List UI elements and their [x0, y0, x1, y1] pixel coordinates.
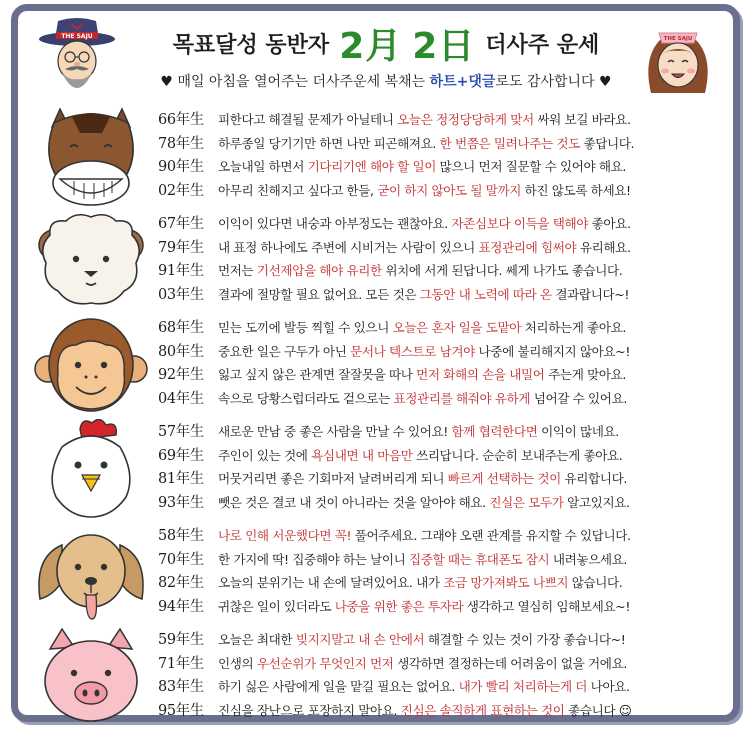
text-segment: 하루종일 당기기만 하면 나만 피곤해져요.: [218, 135, 440, 151]
text-segment: 위치에 서게 된답니다. 쎄게 나가도 좋습니다.: [381, 263, 623, 279]
text-segment: 하기 싫은 사람에게 일을 맡길 필요는 없어요.: [218, 679, 459, 695]
text-segment: 믿는 도끼에 발등 찍힐 수 있으니: [218, 320, 393, 336]
fortune-text: [218, 468, 627, 487]
fortune-text: [218, 676, 630, 695]
highlighted-phrase: 표정관리에 힘써야: [478, 239, 577, 255]
fortune-group: [18, 519, 733, 623]
mascot-hat-text: THE SAJU: [61, 33, 93, 40]
text-segment: 하진 않도록 하세요!: [521, 182, 631, 198]
rooster-icon: [32, 419, 150, 519]
header: [18, 11, 733, 101]
birth-year-label: 80年生: [158, 343, 204, 360]
birth-year-label: 04年生: [158, 390, 204, 407]
monkey-icon: [32, 315, 150, 415]
fortune-text: [218, 525, 631, 544]
text-segment: 유리해요.: [576, 239, 631, 255]
fortune-line: [158, 419, 727, 443]
text-segment: 오늘의 분위기는 내 손에 달려있어요. 내가: [218, 575, 444, 591]
highlighted-phrase: 나로 인해 서운했다면 꼭!: [218, 528, 352, 544]
birth-year-label: 58年生: [158, 528, 204, 545]
title-month: 2月: [339, 25, 403, 67]
fortune-text: [218, 596, 630, 615]
birth-year-label: 95年生: [158, 702, 204, 719]
subtitle-accent: 하트+댓글: [429, 74, 496, 90]
fortune-text: [218, 341, 630, 360]
fortune-text: [218, 629, 625, 648]
fortune-line: [158, 315, 727, 339]
girl-mascot-icon: [639, 19, 717, 99]
subtitle-after: 로도 감사합니다: [495, 74, 595, 90]
text-segment: 이익이 많네요.: [537, 424, 619, 440]
fortune-text: [218, 572, 622, 591]
text-segment: 뺏은 것은 결코 내 것이 아니라는 것을 알아야 해요.: [218, 494, 490, 510]
fortune-line: [158, 258, 727, 282]
birth-year-label: 82年生: [158, 575, 204, 592]
fortune-text: [218, 237, 631, 256]
birth-year-label: 93年生: [158, 494, 204, 511]
highlighted-phrase: 자존심보다 이득을 택해야: [451, 216, 589, 232]
text-segment: 넘어갈 수 있어요.: [530, 390, 627, 406]
fortune-lines: [158, 523, 727, 617]
text-segment: 해결할 수 있는 것이 가장 좋습니다~!: [424, 632, 626, 648]
fortune-text: [218, 445, 622, 464]
fortune-line: [158, 547, 727, 571]
highlighted-phrase: 조금 망가져봐도 나쁘지: [443, 575, 569, 591]
highlighted-phrase: 그동안 내 노력에 따라 온: [419, 286, 552, 302]
text-segment: 인생의: [218, 655, 257, 671]
birth-year-label: 03年生: [158, 286, 204, 303]
text-segment: 나아요.: [587, 679, 630, 695]
text-segment: 싸워 보길 바라요.: [533, 112, 631, 128]
text-segment: 주는게 맞아요.: [544, 367, 626, 383]
fortune-text: [218, 492, 630, 511]
text-segment: 잃고 싶지 않은 관계면 잘잘못을 따나: [218, 367, 417, 383]
text-segment: 한 가지에 딱! 집중해야 하는 날이니: [218, 551, 409, 567]
fortune-line: [158, 362, 727, 386]
text-segment: 결과에 절망할 필요 없어요. 모든 것은: [218, 286, 420, 302]
highlighted-phrase: 진심은 솔직하게 표현하는 것이: [400, 702, 565, 718]
subtitle-before: 매일 아침을 열어주는 더사주운세 복채는: [177, 74, 426, 90]
fortune-card: [11, 4, 740, 722]
highlighted-phrase: 굳이 하지 않아도 될 말까지: [377, 182, 522, 198]
fortune-line: [158, 674, 727, 698]
fortune-line: [158, 698, 727, 722]
highlighted-phrase: 한 번쯤은 밀려나주는 것도: [439, 135, 580, 151]
fortune-line: [158, 282, 727, 306]
text-segment: 알고있지요.: [563, 494, 630, 510]
highlighted-phrase: 진실은 모두가: [489, 494, 564, 510]
text-segment: 내려놓으세요.: [549, 551, 628, 567]
fortune-group: [18, 415, 733, 519]
birth-year-label: 90年生: [158, 159, 204, 176]
subtitle: [136, 71, 636, 91]
highlighted-phrase: 기선제압을 해야 유리한: [256, 263, 382, 279]
highlighted-phrase: 표정관리를 해줘야 유하게: [393, 390, 531, 406]
text-segment: 머뭇거리면 좋은 기회마저 날려버리게 되니: [218, 471, 448, 487]
fortune-line: [158, 570, 727, 594]
highlighted-phrase: 기다리기엔 해야 할 일이: [307, 159, 437, 175]
fortune-text: [218, 133, 634, 152]
birth-year-label: 78年生: [158, 135, 204, 152]
fortune-line: [158, 211, 727, 235]
highlighted-phrase: 빚지지말고 내 손 안에서: [295, 632, 425, 648]
heart-icon: ♥: [160, 74, 173, 90]
fortune-lines: [158, 107, 727, 201]
text-segment: 좋아요.: [588, 216, 631, 232]
text-segment: 좋답니다.: [579, 135, 635, 151]
birth-year-label: 66年生: [158, 112, 204, 129]
highlighted-phrase: 내가 빨리 처리하는게 더: [458, 679, 588, 695]
text-segment: 새로운 만남 중 좋은 사람을 만날 수 있어요!: [218, 424, 452, 440]
title-prefix: 목표달성 동반자: [172, 32, 330, 58]
fortune-line: [158, 627, 727, 651]
text-segment: 처리하는게 좋아요.: [521, 320, 626, 336]
fortune-lines: [158, 315, 727, 409]
pig-icon: [32, 627, 150, 727]
text-segment: 결과랍니다~!: [551, 286, 630, 302]
birth-year-label: 68年生: [158, 320, 204, 337]
fortune-line: [158, 235, 727, 259]
highlighted-phrase: 빠르게 선택하는 것이: [447, 471, 561, 487]
text-segment: 좋습니다 ☺: [564, 702, 632, 718]
highlighted-phrase: 함께 협력한다면: [451, 424, 538, 440]
text-segment: 쓰리답니다. 순순히 보내주는게 좋아요.: [412, 447, 623, 463]
highlighted-phrase: 오늘은 혼자 일을 도맡아: [392, 320, 522, 336]
fortune-line: [158, 386, 727, 410]
text-segment: 유리합니다.: [560, 471, 627, 487]
birth-year-label: 71年生: [158, 655, 204, 672]
birth-year-label: 67年生: [158, 216, 204, 233]
fortune-text: [218, 213, 631, 232]
text-segment: 많으니 먼저 질문할 수 있어야 해요.: [436, 159, 626, 175]
birth-year-label: 02年生: [158, 182, 204, 199]
fortune-group: [18, 623, 733, 727]
fortune-group: [18, 207, 733, 311]
birth-year-label: 92年生: [158, 367, 204, 384]
fortune-line: [158, 490, 727, 514]
fortune-text: [218, 549, 627, 568]
title-row: [136, 21, 636, 65]
fortune-line: [158, 443, 727, 467]
fortune-text: [218, 421, 619, 440]
highlighted-phrase: 먼저 화해의 손을 내밀어: [416, 367, 545, 383]
fortune-lines: [158, 211, 727, 305]
fortune-text: [218, 317, 626, 336]
fortune-text: [218, 260, 622, 279]
birth-year-label: 91年生: [158, 263, 204, 280]
highlighted-phrase: 문서나 텍스트로 남겨야: [350, 343, 475, 359]
fortune-line: [158, 466, 727, 490]
fortune-text: [218, 388, 627, 407]
fortune-line: [158, 154, 727, 178]
horse-icon: [32, 107, 150, 207]
text-segment: 오늘은 최대한: [218, 632, 296, 648]
birth-year-label: 81年生: [158, 471, 204, 488]
fortune-group: [18, 103, 733, 207]
sheep-icon: [32, 211, 150, 311]
fortune-text: [218, 653, 627, 672]
fortune-group: [18, 311, 733, 415]
text-segment: 아무리 친해지고 싶다고 한들,: [218, 182, 378, 198]
fortune-lines: [158, 627, 727, 721]
text-segment: 주인이 있는 것에: [218, 447, 312, 463]
fortune-text: [218, 284, 629, 303]
birth-year-label: 69年生: [158, 447, 204, 464]
text-segment: 이익이 있다면 내숭과 아부정도는 괜찮아요.: [218, 216, 452, 232]
fortune-teller-mascot-icon: [36, 17, 118, 103]
fortune-text: [218, 364, 626, 383]
text-segment: 풀어주세요. 그래야 오랜 관계를 유지할 수 있답니다.: [351, 528, 631, 544]
fortune-line: [158, 651, 727, 675]
text-segment: 먼저는: [218, 263, 257, 279]
birth-year-label: 57年生: [158, 424, 204, 441]
text-segment: 나중에 불리해지지 않아요~!: [474, 343, 630, 359]
highlighted-phrase: 나중을 위한 좋은 투자라: [334, 598, 464, 614]
fortune-lines: [158, 419, 727, 513]
highlighted-phrase: 우선순위가 무엇인지 먼저: [256, 655, 394, 671]
fortune-line: [158, 178, 727, 202]
fortune-text: [218, 180, 631, 199]
fortune-text: [218, 156, 626, 175]
birth-year-label: 59年生: [158, 632, 204, 649]
fortune-line: [158, 107, 727, 131]
birth-year-label: 79年生: [158, 239, 204, 256]
text-segment: 오늘내일 하면서: [218, 159, 308, 175]
birth-year-label: 94年生: [158, 598, 204, 615]
title-day: 2日: [412, 25, 476, 67]
text-segment: 내 표정 하나에도 주변에 시비거는 사람이 있으니: [218, 239, 479, 255]
text-segment: 중요한 일은 구두가 아닌: [218, 343, 351, 359]
birth-year-label: 83年生: [158, 679, 204, 696]
dog-icon: [32, 523, 150, 623]
text-segment: 생각하고 열심히 임해보세요~!: [463, 598, 630, 614]
birth-year-label: 70年生: [158, 551, 204, 568]
text-segment: 생각하면 결정하는데 어려움이 없을 거에요.: [393, 655, 627, 671]
heart-icon: ♥: [599, 74, 612, 90]
highlighted-phrase: 욕심내면 내 마음만: [311, 447, 413, 463]
fortune-line: [158, 523, 727, 547]
highlighted-phrase: 집중할 때는 휴대폰도 잠시: [409, 551, 550, 567]
fortune-groups: [18, 103, 733, 727]
mascot-crown-text: THE SAJU: [663, 36, 693, 42]
text-segment: 않습니다.: [568, 575, 623, 591]
fortune-line: [158, 131, 727, 155]
text-segment: 진심을 장난으로 포장하지 말아요.: [218, 702, 401, 718]
text-segment: 귀찮은 일이 있더라도: [218, 598, 335, 614]
text-segment: 속으로 당황스럽더라도 겉으로는: [218, 390, 394, 406]
fortune-text: [218, 109, 631, 128]
fortune-line: [158, 594, 727, 618]
title-suffix: 더사주 운세: [485, 32, 600, 58]
highlighted-phrase: 오늘은 정정당당하게 맞서: [397, 112, 534, 128]
text-segment: 피한다고 해결될 문제가 아닐테니: [218, 112, 398, 128]
fortune-text: [218, 700, 632, 719]
fortune-line: [158, 339, 727, 363]
